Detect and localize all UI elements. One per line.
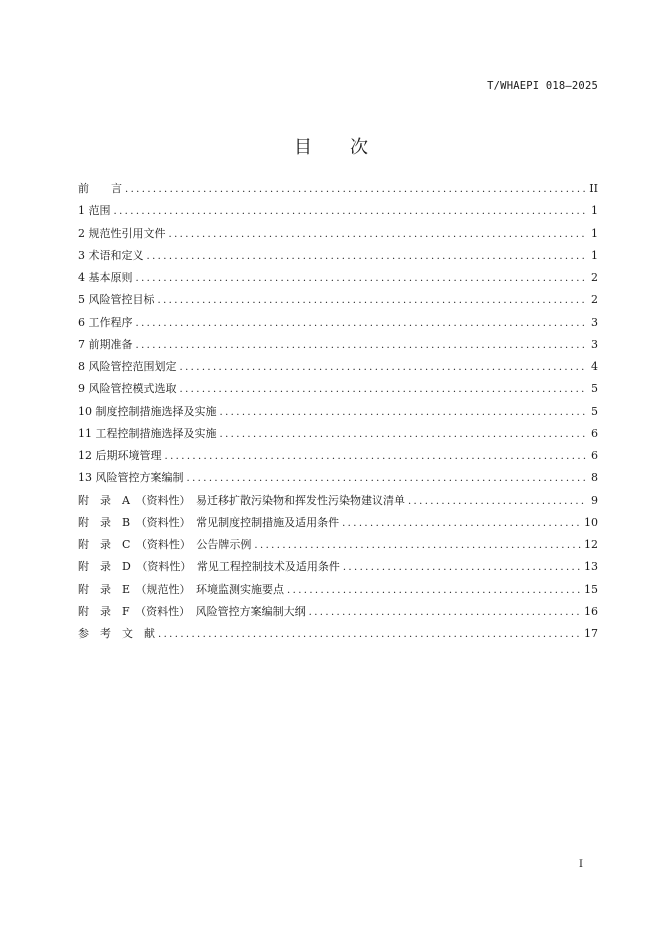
toc-entry[interactable] [78,490,598,512]
toc-entry[interactable] [78,423,598,445]
toc-leader-dots [165,446,588,468]
toc-leader-dots [180,379,588,401]
toc-leader-dots [309,602,581,624]
toc-leader-dots [125,179,586,201]
document-code: T/WHAEPI 018—2025 [487,80,598,92]
toc-entry[interactable] [78,378,598,400]
toc-entry[interactable] [78,467,598,489]
toc-entry[interactable] [78,534,598,556]
toc-entry[interactable] [78,267,598,289]
toc-entry-page: 16 [584,604,598,618]
toc-entry-label: 7 前期准备 [78,337,133,351]
toc-entry-label: 8 风险管控范围划定 [78,360,177,373]
toc-entry-label: 参 考 文 献 [78,627,155,640]
toc-leader-dots [147,246,588,268]
toc-entry-label: 6 工作程序 [78,315,133,329]
toc-entry-label: 附 录 D （资料性） 常见工程控制技术及适用条件 [78,560,340,574]
toc-entry-page: 8 [591,471,598,485]
toc-leader-dots [136,313,588,335]
toc-entry-label: 附 录 A （资料性） 易迁移扩散污染物和挥发性污染物建议清单 [78,493,405,507]
toc-entry-page: 2 [591,271,598,284]
page-title: 目次 [294,137,406,158]
toc-entry-page: 12 [584,538,598,551]
toc-entry[interactable] [78,245,598,267]
toc-entry[interactable] [78,178,598,200]
toc-entry-page: 1 [591,204,598,218]
toc-entry-label: 附 录 E （规范性） 环境监测实施要点 [78,582,285,596]
toc-entry[interactable] [78,512,598,534]
toc-entry-page: II [589,182,598,195]
toc-entry-label: 3 术语和定义 [78,248,144,262]
toc-entry-page: 2 [591,293,598,307]
footer-page-number: I [579,859,583,870]
toc-entry-label: 2 规范性引用文件 [78,226,166,240]
toc-leader-dots [254,535,581,557]
toc-entry-label: 12 后期环境管理 [78,449,162,462]
toc-entry[interactable] [78,401,598,423]
toc-entry-page: 1 [591,248,598,262]
toc-entry-page: 3 [591,315,598,329]
toc-entry-page: 15 [584,582,598,596]
toc-leader-dots [136,335,588,357]
toc-entry-page: 5 [591,382,598,396]
table-of-contents [78,178,598,645]
toc-entry-page: 3 [591,337,598,351]
toc-leader-dots [169,224,588,246]
toc-entry[interactable] [78,289,598,311]
toc-entry-label: 13 风险管控方案编制 [78,471,184,485]
toc-entry-page: 9 [591,493,598,507]
toc-entry-page: 17 [584,627,598,640]
toc-entry-label: 前 言 [78,182,122,195]
toc-entry-label: 附 录 C （资料性） 公告牌示例 [78,538,252,551]
toc-entry-label: 附 录 F （资料性） 风险管控方案编制大纲 [78,604,306,618]
toc-leader-dots [158,290,588,312]
toc-entry-page: 10 [584,515,598,529]
toc-leader-dots [114,201,588,223]
toc-entry[interactable] [78,356,598,378]
toc-entry[interactable] [78,556,598,578]
toc-leader-dots [408,491,587,513]
toc-entry-label: 1 范围 [78,204,111,218]
toc-entry[interactable] [78,445,598,467]
toc-entry-label: 4 基本原则 [78,271,133,284]
toc-entry-label: 11 工程控制措施选择及实施 [78,426,217,440]
toc-entry[interactable] [78,623,598,645]
toc-entry-page: 1 [591,226,598,240]
toc-leader-dots [220,402,588,424]
toc-entry-label: 10 制度控制措施选择及实施 [78,404,217,418]
toc-entry-label: 9 风险管控模式选取 [78,382,177,396]
toc-entry[interactable] [78,223,598,245]
toc-leader-dots [158,624,581,646]
toc-entry[interactable] [78,601,598,623]
toc-entry[interactable] [78,200,598,222]
toc-entry-page: 4 [591,360,598,373]
toc-leader-dots [343,557,581,579]
toc-leader-dots [180,357,588,379]
toc-leader-dots [342,513,581,535]
toc-entry[interactable] [78,312,598,334]
toc-entry-label: 5 风险管控目标 [78,293,155,307]
toc-leader-dots [187,468,588,490]
toc-leader-dots [220,424,588,446]
toc-entry-page: 6 [591,426,598,440]
toc-entry[interactable] [78,334,598,356]
toc-leader-dots [136,268,588,290]
toc-entry[interactable] [78,579,598,601]
toc-entry-label: 附 录 B （资料性） 常见制度控制措施及适用条件 [78,515,340,529]
toc-entry-page: 5 [591,404,598,418]
toc-entry-page: 13 [584,560,598,574]
toc-leader-dots [287,580,581,602]
toc-entry-page: 6 [591,449,598,462]
